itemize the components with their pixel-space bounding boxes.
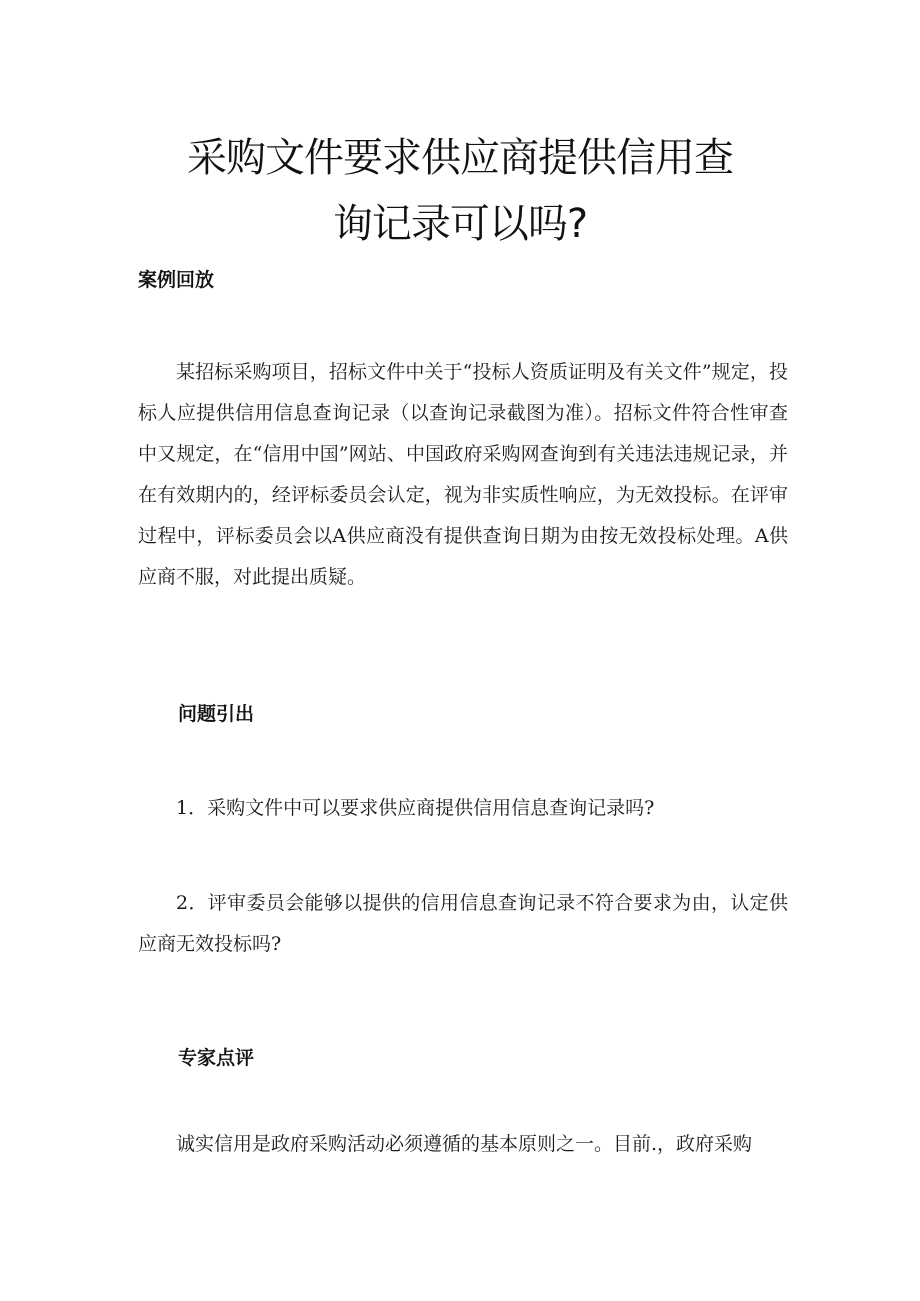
document-title-line-1: 采购文件要求供应商提供信用查 — [187, 135, 733, 181]
document-title-line-2: 询记录可以吗? — [332, 201, 588, 247]
section-heading-expert-review: 专家点评 — [178, 1047, 255, 1069]
section-heading-questions: 问题引出 — [178, 703, 255, 725]
question-item-2: 2．评审委员会能够以提供的信用信息查询记录不符合要求为由，认定供应商无效投标吗? — [138, 892, 788, 955]
expert-paragraph: 诚实信用是政府采购活动必须遵循的基本原则之一。目前.，政府采购 — [176, 1133, 753, 1155]
question-item-1: 1．采购文件中可以要求供应商提供信用信息查询记录吗? — [176, 797, 655, 819]
case-paragraph: 某招标采购项目，招标文件中关于“投标人资质证明及有关文件”规定，投标人应提供信用信息查询记录（以查询记录截图为准）。招标文件符合性审查中又规定，在“信用中国”网站、中国政府采购网查询到有关违法违规记录，并在有效期内的，经评标委员会认定，视为非实质性响应，为无效投标。在评审过程中，评标委员会以A供应商没有提供查询日期为由按无效投标处理。A供应商不服，对此提出质疑。 — [138, 361, 788, 588]
section-heading-case-review: 案例回放 — [138, 269, 215, 291]
